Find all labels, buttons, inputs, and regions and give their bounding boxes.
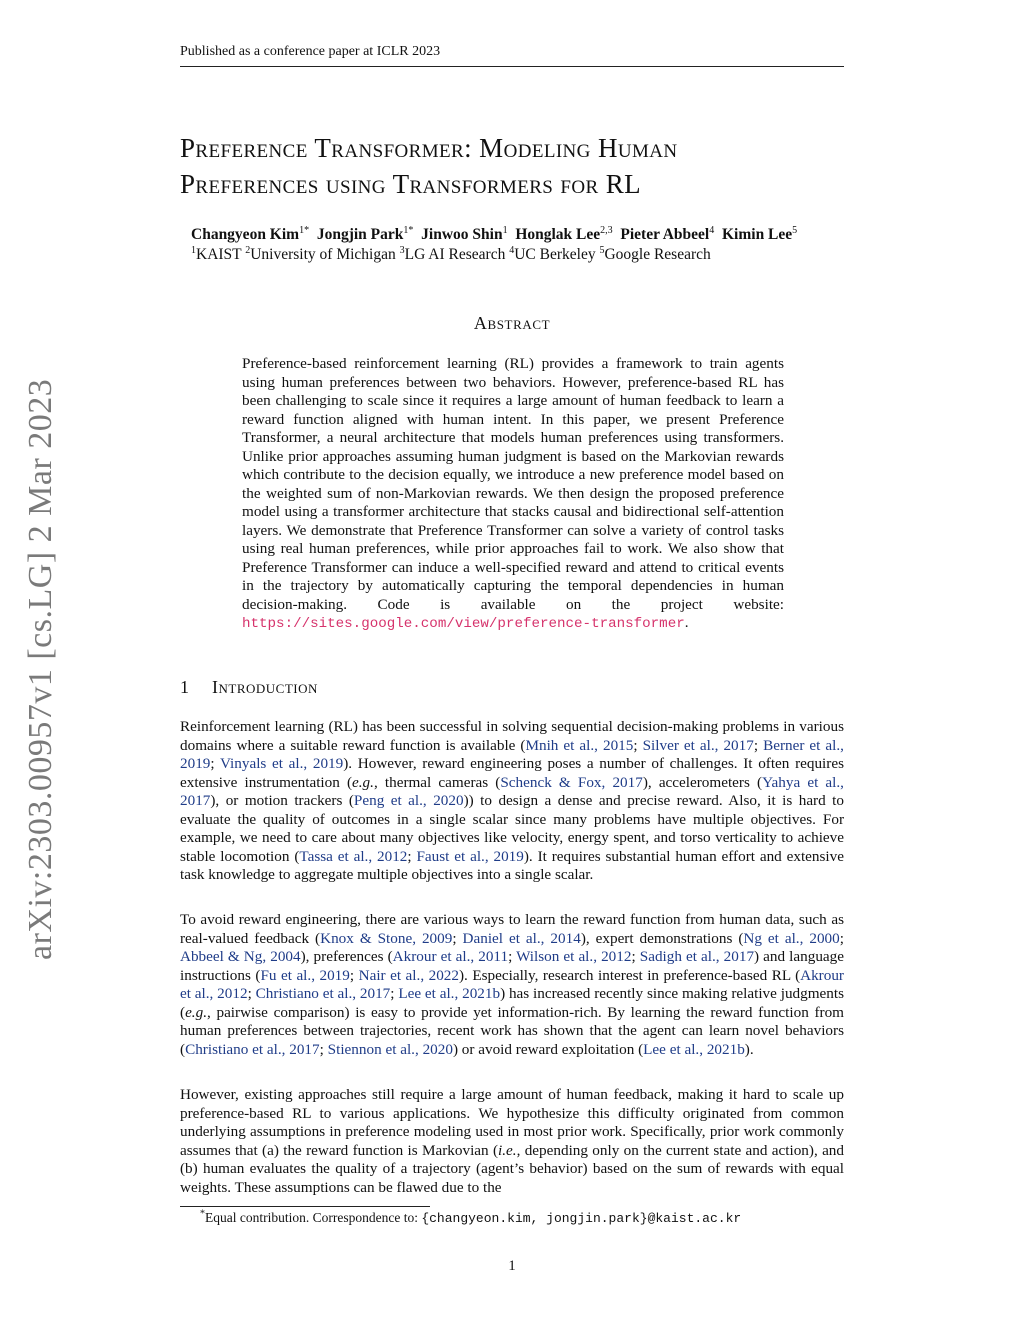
- abstract-body: Preference-based reinforcement learning (RL) provides a framework to train agents using human preferences between two behaviors. However, preference-based RL has been challenging to scale since it requires a large amount of human feedback to learn a reward function aligned with human intent. In this paper, we present Preference Transformer, a neural architecture that models human preferences using transformers. Unlike prior approaches assuming human judgment is based on the Markovian rewards which contribute to the decision equally, we introduce a new preference model based on the weighted sum of non-Markovian rewards. We then design the proposed preference model using a transformer architecture that stacks causal and bidirectional self-attention layers. We demonstrate that Preference Transformer can solve a variety of control tasks using real human preferences, while prior approaches fail to work. We also show that Preference Transformer can induce a well-specified reward and attend to critical events in the trajectory by automatically capturing the temporal dependencies in human decision-making. Code is available on the project website: https://sites.google.com/view/preference-transformer.: [242, 355, 784, 632]
- paragraph-text: , pairwise comparison) is easy to provide yet information-rich. By learning the reward function from human preferences between trajectories, recent work has shown that the agent can learn novel behaviors (: [180, 1003, 844, 1058]
- paragraph-text: ), preferences (: [300, 948, 393, 965]
- citation-link[interactable]: Fu et al., 2019: [260, 966, 350, 984]
- paragraph-text: Reinforcement learning (RL) has been successful in solving sequential decision-making problems in various domains where a suitable reward function is available (: [180, 718, 844, 754]
- paragraph-text: To avoid reward engineering, there are various ways to learn the reward function from human data, such as real-valued feedback (: [180, 911, 844, 947]
- title-line-1: Preference Transformer: Modeling Human: [180, 133, 678, 163]
- paragraph-text: ;: [839, 929, 844, 947]
- citation-link[interactable]: Sadigh et al., 2017: [639, 948, 755, 965]
- paragraph-text: ), or motion trackers (: [210, 792, 354, 809]
- author: Kimin Lee$^5$: [721, 224, 798, 243]
- arxiv-stamp[interactable]: arXiv:2303.00957v1 [cs.LG] 2 Mar 2023: [22, 378, 59, 960]
- paragraph-text: ;: [508, 948, 517, 965]
- paragraph-text: , depending only on the current state and action), and (b) human evaluates the quality of a trajectory (agent’s behavior) based on the sum of rewards with equal weights. These assumptions can be flawed due to the: [180, 1141, 844, 1196]
- footnote-emails[interactable]: {changyeon.kim, jongjin.park}@kaist.ac.kr: [421, 1211, 742, 1226]
- affiliation: $^5$Google Research: [599, 244, 711, 263]
- italic-text: e.g.: [185, 1003, 207, 1021]
- section-heading: [180, 677, 318, 698]
- affiliation: $^1$KAIST: [191, 244, 242, 263]
- affiliation-list: [191, 246, 711, 264]
- citation-link[interactable]: Abbeel & Ng, 2004: [180, 948, 301, 965]
- author: Pieter Abbeel$^4$: [620, 224, 715, 243]
- running-header: Published as a conference paper at ICLR 2023: [180, 44, 844, 67]
- paragraph-text: ;: [349, 966, 359, 984]
- paragraph-text: ). However, reward engineering poses a number of challenges. It often requires extensive instrumentation (: [180, 755, 844, 791]
- paragraph-text: ;: [633, 736, 643, 754]
- citation-link[interactable]: Daniel et al., 2014: [462, 929, 581, 947]
- paragraph-text: ) or avoid reward exploitation (: [452, 1040, 644, 1058]
- italic-text: e.g.: [352, 773, 374, 791]
- footnote: *Equal contribution. Correspondence to: {changyeon.kim, jongjin.park}@kaist.ac.kr: [200, 1208, 742, 1226]
- paragraph-text: ) has increased recently since making relative judgments (: [180, 985, 845, 1021]
- paragraph-text: )) to design a dense and precise reward. Also, it is hard to evaluate the quality of outcomes in a single scalar since many problems have multiple objectives. For example, we need to care about many objectives like velocity, energy spent, and torso verticality to achieve stable locomotion (: [180, 792, 844, 865]
- citation-link[interactable]: Tassa et al., 2012: [299, 847, 408, 865]
- affiliation: $^4$UC Berkeley: [509, 244, 596, 263]
- citation-link[interactable]: Lee et al., 2021b: [643, 1040, 745, 1058]
- citation-link[interactable]: Akrour et al., 2012: [180, 966, 844, 1002]
- paragraph-text: ;: [390, 985, 399, 1002]
- citation-link[interactable]: Knox & Stone, 2009: [320, 929, 453, 947]
- italic-text: i.e.: [498, 1141, 517, 1159]
- project-url-link[interactable]: https://sites.google.com/view/preference-transformer: [242, 616, 685, 632]
- citation-link[interactable]: Silver et al., 2017: [642, 736, 754, 754]
- paragraph-text: , thermal cameras (: [373, 773, 501, 791]
- citation-link[interactable]: Faust et al., 2019: [416, 847, 524, 865]
- title-line-2: Preferences using Transformers for RL: [180, 169, 642, 199]
- paragraph-text: ). Especially, research interest in preference-based RL (: [459, 966, 801, 984]
- citation-link[interactable]: Vinyals et al., 2019: [220, 755, 344, 772]
- paragraph-text: However, existing approaches still require a large amount of human feedback, making it hard to scale up preference-based RL to various applications. We hypothesize this difficulty originated from common underlying assumptions in preference modeling used in most prior work. Specifically, prior work commonly assumes that (a) the reward function is Markovian (: [180, 1086, 844, 1159]
- section-title: Introduction: [212, 677, 318, 697]
- author: Jongjin Park$^{1*}$: [316, 224, 414, 243]
- citation-link[interactable]: Berner et al., 2019: [180, 736, 844, 772]
- paragraph-text: ), accelerometers (: [642, 773, 763, 791]
- paragraph-text: ;: [247, 985, 256, 1002]
- paragraph-text: ), expert demonstrations (: [580, 929, 744, 947]
- paragraph-text: ). It requires substantial human effort and extensive task knowledge to aggregate multiple objectives into a single scalar.: [180, 847, 844, 883]
- intro-paragraph-3: [180, 1086, 844, 1197]
- citation-link[interactable]: Stiennon et al., 2020: [327, 1040, 453, 1058]
- intro-paragraph-1: [180, 718, 844, 885]
- author: Jinwoo Shin$^1$: [421, 224, 508, 243]
- paragraph-text: ) and language instructions (: [180, 948, 844, 984]
- page-number: 1: [508, 1258, 516, 1274]
- citation-link[interactable]: Christiano et al., 2017: [185, 1040, 320, 1058]
- paragraph-text: ;: [753, 736, 764, 754]
- author: Changyeon Kim$^{1*}$: [191, 224, 310, 243]
- abstract-heading: Abstract: [473, 313, 551, 333]
- footnote-rule: [180, 1206, 430, 1207]
- author-list: [191, 226, 797, 244]
- citation-link[interactable]: Schenck & Fox, 2017: [500, 773, 643, 791]
- paragraph-text: ;: [631, 948, 640, 965]
- intro-paragraph-2: [180, 911, 844, 1059]
- affiliation: $^3$LG AI Research: [399, 244, 506, 263]
- citation-link[interactable]: Nair et al., 2022: [358, 966, 459, 984]
- paper-title: [180, 130, 860, 202]
- affiliation: $^2$University of Michigan: [245, 244, 396, 263]
- paragraph-text: ;: [407, 847, 417, 865]
- citation-link[interactable]: Mnih et al., 2015: [525, 736, 634, 754]
- citation-link[interactable]: Ng et al., 2000: [743, 929, 840, 947]
- citation-link[interactable]: Peng et al., 2020: [353, 792, 464, 809]
- citation-link[interactable]: Christiano et al., 2017: [255, 985, 391, 1002]
- citation-link[interactable]: Lee et al., 2021b: [398, 985, 501, 1002]
- citation-link[interactable]: Wilson et al., 2012: [516, 948, 632, 965]
- paragraph-text: ;: [319, 1040, 328, 1058]
- paragraph-text: ).: [744, 1040, 754, 1058]
- author: Honglak Lee$^{2,3}$: [515, 224, 613, 243]
- citation-link[interactable]: Yahya et al., 2017: [180, 773, 844, 809]
- section-number: 1: [180, 677, 190, 697]
- paragraph-text: ;: [210, 755, 220, 772]
- citation-link[interactable]: Akrour et al., 2011: [392, 948, 509, 965]
- abstract-text: Preference-based reinforcement learning (RL) provides a framework to train agents using human preferences between two behaviors. However, preference-based RL has been challenging to scale since it requires a large amount of human feedback to learn a reward function aligned with human intent. In this paper, we present Preference Transformer, a neural architecture that models human preferences using transformers. Unlike prior approaches assuming human judgment is based on the Markovian rewards which contribute to the decision equally, we introduce a new preference model based on the weighted sum of non-Markovian rewards. We then design the proposed preference model using a transformer architecture that stacks causal and bidirectional self-attention layers. We demonstrate that Preference Transformer can solve a variety of control tasks using real human preferences, while prior approaches fail to work. We also show that Preference Transformer can induce a well-specified reward and attend to critical events in the trajectory by automatically capturing the temporal dependencies in human decision-making. Code is available on the project website:: [242, 355, 784, 613]
- paragraph-text: ;: [452, 929, 463, 947]
